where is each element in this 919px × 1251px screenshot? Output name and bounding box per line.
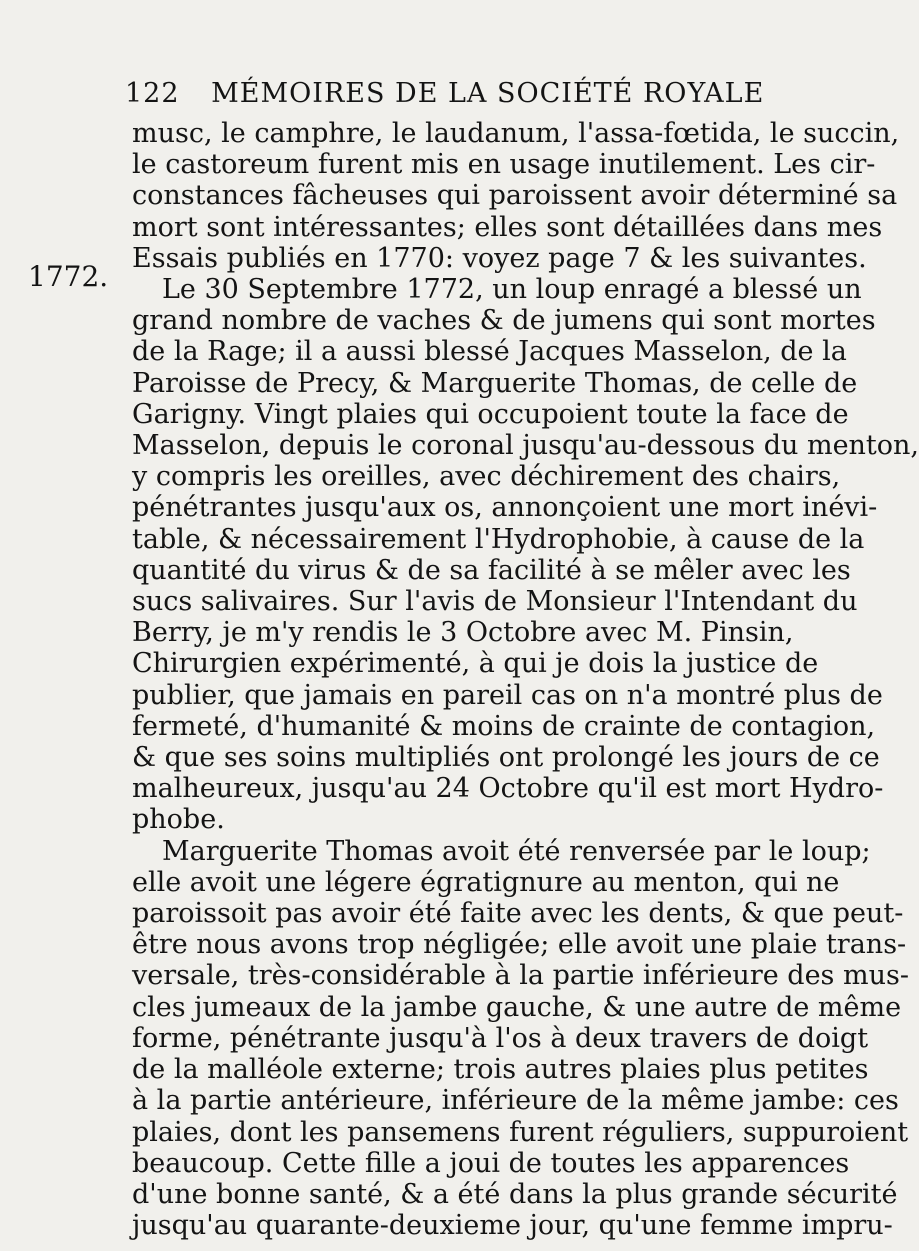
running-head xyxy=(125,78,765,109)
text-line: Essais publiés en 1770: voyez page 7 & les suivantes. xyxy=(132,242,867,274)
text-line: fermeté, d'humanité & moins de crainte de contagion, xyxy=(132,710,876,742)
text-line: de la malléole externe; trois autres plaies plus petites xyxy=(132,1054,869,1086)
text-line: phobe. xyxy=(132,804,225,836)
text-line: publier, que jamais en pareil cas on n'a montré plus de xyxy=(132,679,883,711)
text-line: Marguerite Thomas avoit été renversée par le loup; xyxy=(162,835,871,867)
text-line: cles jumeaux de la jambe gauche, & une autre de même xyxy=(132,991,902,1023)
body-text xyxy=(132,118,919,1242)
text-line: grand nombre de vaches & de jumens qui sont mortes xyxy=(132,305,876,337)
text-line: pénétrantes jusqu'aux os, annonçoient une mort inévi- xyxy=(132,492,878,524)
text-line: le castoreum furent mis en usage inutilement. Les cir- xyxy=(132,149,876,181)
text-line: elle avoit une légere égratignure au menton, qui ne xyxy=(132,866,840,898)
running-title: MÉMOIRES DE LA SOCIÉTÉ ROYALE xyxy=(211,78,765,109)
text-line: & que ses soins multipliés ont prolongé les jours de ce xyxy=(132,742,880,774)
text-line: plaies, dont les pansemens furent réguliers, suppuroient xyxy=(132,1116,909,1148)
text-line: sucs salivaires. Sur l'avis de Monsieur l'Intendant du xyxy=(132,586,858,618)
page-number: 122 xyxy=(125,78,180,109)
text-line: mort sont intéressantes; elles sont détaillées dans mes xyxy=(132,211,883,243)
text-line: forme, pénétrante jusqu'à l'os à deux travers de doigt xyxy=(132,1022,869,1054)
paragraph xyxy=(132,835,909,1242)
text-line: musc, le camphre, le laudanum, l'assa-fœtida, le succin, xyxy=(132,118,900,149)
text-line: versale, très-considérable à la partie inférieure des mus- xyxy=(132,960,909,992)
text-line: y compris les oreilles, avec déchirement des chairs, xyxy=(132,461,841,493)
text-line: d'une bonne santé, & a été dans la plus grande sécurité xyxy=(132,1178,898,1210)
text-line: beaucoup. Cette fille a joui de toutes les apparences xyxy=(132,1147,850,1179)
text-line: malheureux, jusqu'au 24 Octobre qu'il est mort Hydro- xyxy=(132,773,884,805)
text-line: Garigny. Vingt plaies qui occupoient toute la face de xyxy=(132,398,849,430)
text-line: à la partie antérieure, inférieure de la même jambe: ces xyxy=(132,1085,899,1117)
paragraph xyxy=(132,118,900,274)
text-line: Masselon, depuis le coronal jusqu'au-dessous du menton, xyxy=(132,430,919,462)
text-line: jusqu'au quarante-deuxieme jour, qu'une femme impru- xyxy=(132,1210,893,1242)
text-line: quantité du virus & de sa facilité à se mêler avec les xyxy=(132,554,851,586)
text-line: Chirurgien expérimenté, à qui je dois la justice de xyxy=(132,648,819,680)
text-line: Berry, je m'y rendis le 3 Octobre avec M. Pinsin, xyxy=(132,617,794,649)
text-line: table, & nécessairement l'Hydrophobie, à cause de la xyxy=(132,523,865,555)
margin-date-note: 1772. xyxy=(28,260,109,293)
text-line: de la Rage; il a aussi blessé Jacques Masselon, de la xyxy=(132,336,847,368)
text-line: Le 30 Septembre 1772, un loup enragé a blessé un xyxy=(162,274,862,306)
text-line: être nous avons trop négligée; elle avoit une plaie trans- xyxy=(132,929,907,961)
text-line: constances fâcheuses qui paroissent avoir déterminé sa xyxy=(132,180,898,212)
text-line: Paroisse de Precy, & Marguerite Thomas, de celle de xyxy=(132,367,858,399)
paragraph xyxy=(132,274,919,836)
text-line: paroissoit pas avoir été faite avec les dents, & que peut- xyxy=(132,898,904,930)
